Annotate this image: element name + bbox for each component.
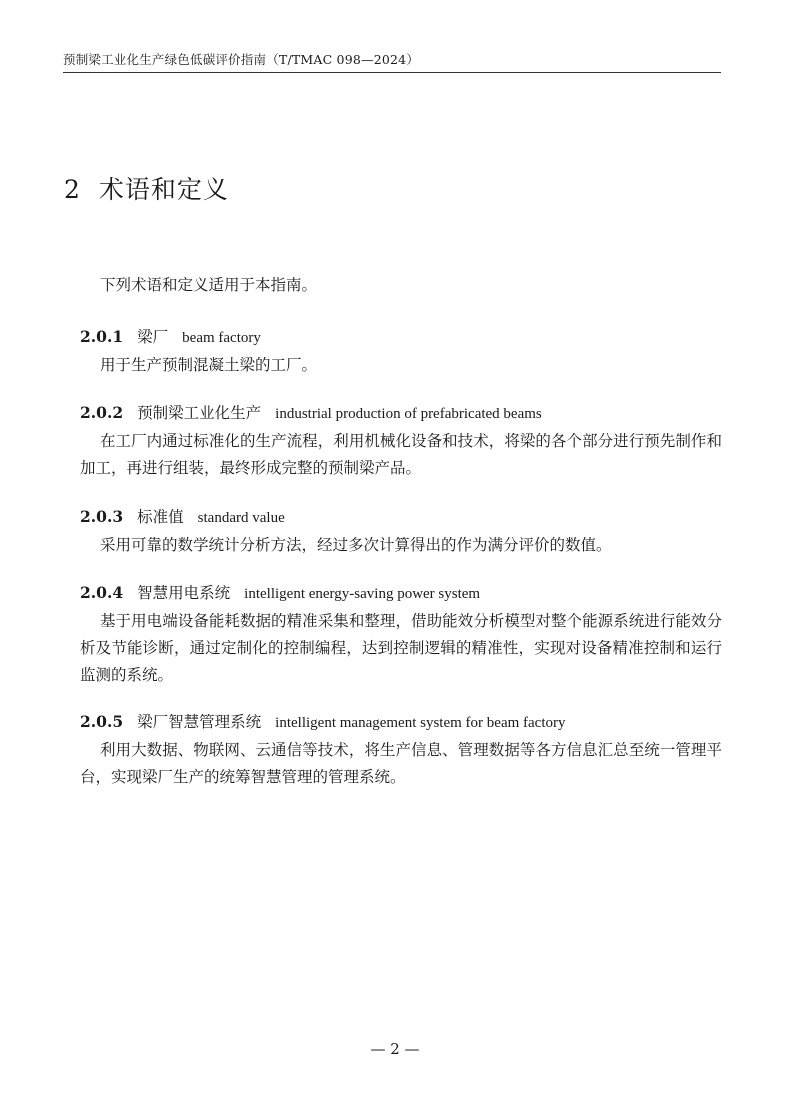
term-definition: 采用可靠的数学统计分析方法，经过多次计算得出的作为满分评价的数值。	[100, 536, 612, 554]
chapter-title	[64, 170, 229, 206]
running-header: 预制梁工业化生产绿色低碳评价指南（T/TMAC 098—2024）	[63, 52, 420, 67]
term-line	[80, 710, 722, 734]
chapter-heading: 术语和定义	[98, 175, 229, 204]
term-entry	[80, 505, 722, 559]
term-entry	[80, 581, 722, 689]
term-line	[80, 581, 722, 605]
term-chinese: 梁厂	[137, 328, 169, 346]
term-entry	[80, 325, 722, 379]
term-number: 2.0.2	[80, 403, 124, 422]
term-chinese: 标准值	[137, 508, 184, 526]
page-number: — 2 —	[370, 1040, 420, 1058]
term-english: beam factory	[182, 330, 261, 346]
term-english: intelligent management system for beam factory	[275, 715, 566, 731]
term-number: 2.0.5	[80, 712, 124, 731]
term-entry	[80, 401, 722, 482]
term-definition: 利用大数据、物联网、云通信等技术，将生产信息、管理数据等各方信息汇总至统一管理平台，实现梁厂生产的统筹智慧管理的管理系统。	[80, 741, 722, 786]
term-definition: 用于生产预制混凝土梁的工厂。	[100, 356, 318, 374]
chapter-number: 2	[64, 175, 81, 204]
term-line	[80, 325, 722, 349]
term-english: standard value	[197, 510, 285, 526]
term-definition: 在工厂内通过标准化的生产流程，利用机械化设备和技术，将梁的各个部分进行预先制作和加工，再进行组装，最终形成完整的预制梁产品。	[80, 432, 722, 477]
term-english: intelligent energy-saving power system	[244, 586, 481, 602]
intro-paragraph: 下列术语和定义适用于本指南。	[100, 276, 318, 294]
term-number: 2.0.4	[80, 583, 124, 602]
header-rule	[63, 72, 721, 73]
term-chinese: 预制梁工业化生产	[137, 404, 262, 422]
term-english: industrial production of prefabricated beams	[275, 406, 542, 422]
term-number: 2.0.1	[80, 327, 124, 346]
term-chinese: 梁厂智慧管理系统	[137, 713, 262, 731]
term-line	[80, 505, 722, 529]
term-definition: 基于用电端设备能耗数据的精准采集和整理，借助能效分析模型对整个能源系统进行能效分析及节能诊断，通过定制化的控制编程，达到控制逻辑的精准性，实现对设备精准控制和运行监测的系统。	[80, 612, 722, 684]
term-chinese: 智慧用电系统	[137, 584, 231, 602]
term-entry	[80, 710, 722, 791]
term-line	[80, 401, 722, 425]
term-number: 2.0.3	[80, 507, 124, 526]
